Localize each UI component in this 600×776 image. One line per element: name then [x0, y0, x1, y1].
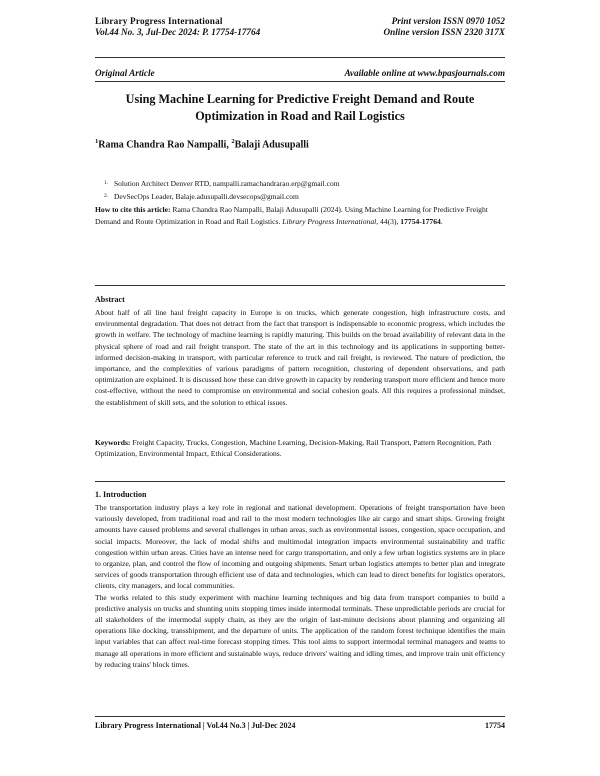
- keywords-block: [95, 437, 505, 459]
- header-rule: [95, 57, 505, 58]
- citation-text: Rama Chandra Rao Nampalli, Balaji Adusupalli (2024). Using Machine Learning for Predictive Freight Demand and Route Optimization in Road and Rail Logistics.: [95, 205, 488, 226]
- page-number: 17754: [485, 721, 505, 730]
- introduction-body: [95, 502, 505, 670]
- citation-journal: Library Progress International: [282, 216, 377, 226]
- introduction-paragraph-1: The transportation industry plays a key role in regional and national development. Operations of freight transportation have been variously developed, from traditional road and rail to the most modern technologies like air cargo and smart ships. Growing freight amounts have caused problems and several challenges in urban areas, such as environmental issues, congestion, space occupation, and social impacts. Moreover, the lack of modal shifts and multimodal integration impacts environmental sustainability and traffic congestion within urban areas. Cities have an intense need for cargo transportation, and only a few urban logistics systems are in place to organize, plan, and control the flow of incoming and outgoing shipments. Smart urban logistics attempts to better plan and integrate services of goods transportation through efficient use of data and technologies, which can lead to direct benefits for logistics operators, clients, city managers, and local communities.: [95, 503, 505, 591]
- paper-title: Using Machine Learning for Predictive Freight Demand and Route Optimization in Road and Rail Logistics: [125, 92, 475, 123]
- keywords-text: Freight Capacity, Trucks, Congestion, Machine Learning, Decision-Making, Rail Transport, Pattern Recognition, Path Optimization, Environmental Impact, Ethical Considerations.: [95, 438, 492, 459]
- affiliation-2: [104, 191, 299, 202]
- journal-header: [95, 16, 260, 38]
- keywords-label: Keywords:: [95, 438, 131, 447]
- affiliation-1-num: 1.: [104, 180, 109, 186]
- author-1: Rama Chandra Rao Nampalli,: [98, 139, 232, 151]
- abstract-text: About half of all line haul freight capacity in Europe is on trucks, which generate congestion, high infrastructure costs, and environmental degradation. That does not detract from the fact that transport is indispensable to economic progress, which includes the growth in welfare. The technology of machine learning is rapidly maturing. This builds on the broad availability of relevant data in the physical sphere of road and rail freight transport. The state of the art in this technology and its applications in supporting better-informed decision-making in transport, with particular reference to truck and rail freight, is reviewed. The nature of prediction, the importance, and the complexities of various paradigms of pattern recognition, clustering of dependent observations, and path optimization are explained. It is discussed how these can drive growth in capacity by rendering transport more efficient and hence more cost-effective, without the need to compromise on environmental and social cohesion goals. All this requires a professional mindset, the establishment of skill sets, and the solution to ethical issues.: [95, 308, 505, 407]
- footer-journal: Library Progress International | Vol.44 No.3 | Jul-Dec 2024: [95, 721, 296, 730]
- affiliation-1-text[interactable]: Solution Architect Denver RTD, nampalli.ramachandrarao.erp@gmail.com: [114, 179, 340, 188]
- issn-header: [383, 16, 505, 38]
- author-1-sup: 1: [95, 138, 99, 145]
- journal-name: Library Progress International: [95, 16, 223, 26]
- introduction-heading: 1. Introduction: [95, 490, 147, 499]
- introduction-paragraph-2: The works related to this study experiment with machine learning techniques and big data from transport companies to build a predictive analysis on trucks and shunting units stopping times inside intermodal terminals. These unpredictable periods are crucial for all stakeholders of the intermodal supply chain, as they are the origin of last-minute decisions about planning and organizing all operations like docking, transshipment, and the departure of units. The application of the random forest technique identifies the main input variables that can affect real-time forecast stopping times. This tool aims to support intermodal terminal managers and teams to manage all operations in more efficient and sustainable ways, reduce drivers' waiting and idling times, and improve train unit efficiency by reducing trains' block times.: [95, 592, 505, 669]
- available-online[interactable]: Available online at www.bpasjournals.com: [344, 68, 505, 78]
- citation-issue: , 44(3),: [376, 216, 401, 226]
- print-issn: Print version ISSN 0970 1052: [391, 16, 505, 26]
- author-line: [95, 138, 309, 150]
- affiliation-1: [104, 178, 340, 189]
- citation-end: .: [440, 216, 443, 226]
- abstract-heading: Abstract: [95, 295, 125, 304]
- article-type: Original Article: [95, 68, 155, 78]
- subheader-rule: [95, 81, 505, 82]
- footer-rule: [95, 716, 505, 717]
- volume-line: Vol.44 No. 3, Jul-Dec 2024: P. 17754-17764: [95, 27, 261, 37]
- citation-pages: 17754-17764: [400, 216, 441, 226]
- citation-label: How to cite this article:: [95, 205, 171, 214]
- affiliation-2-num: 2.: [104, 193, 109, 199]
- author-2-sup: 2: [231, 138, 235, 145]
- affiliation-2-text[interactable]: DevSecOps Leader, Balaje.adusupalli.devsecops@gmail.com: [114, 192, 299, 201]
- online-issn: Online version ISSN 2320 317X: [383, 27, 505, 37]
- author-2: Balaji Adusupalli: [234, 139, 309, 151]
- abstract-rule-top: [95, 285, 505, 286]
- keywords-rule: [95, 481, 505, 482]
- citation-block: [95, 204, 505, 227]
